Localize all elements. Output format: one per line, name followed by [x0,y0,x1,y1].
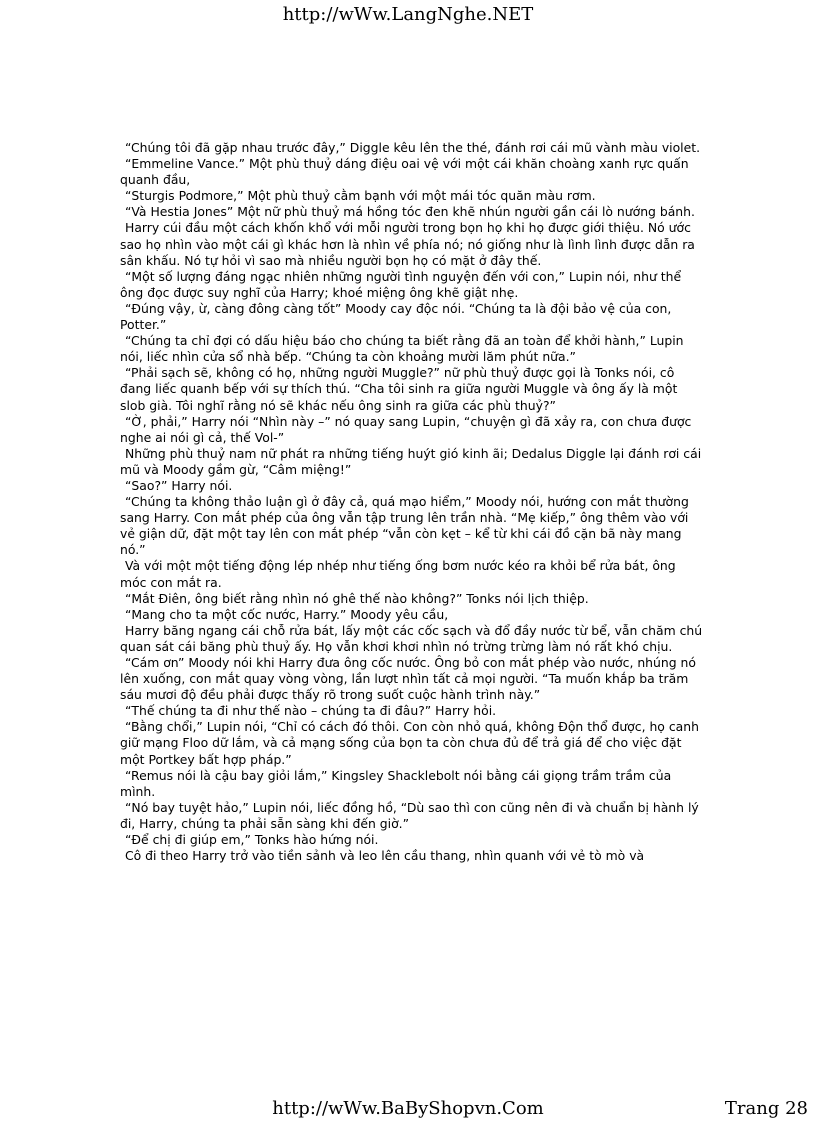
paragraph: “Thế chúng ta đi như thế nào – chúng ta đi đâu?” Harry hỏi. [125,703,497,719]
paragraph: “Emmeline Vance.” Một phù thuỷ dáng điệu oai vệ với một cái khăn choàng xanh rực quấn quanh đầu, [120,156,689,188]
paragraph: “Chúng ta không thảo luận gì ở đây cả, quá mạo hiểm,” Moody nói, hướng con mắt thường sang Harry. Con mắt phép của ông vẫn tập trung lên trần nhà. “Mẹ kiếp,” ông thêm vào với vẻ giận dữ, đặt một tay lên con mắt phép “vẫn còn kẹt – kể từ khi cái đồ cặn bã này mang nó.” [120,494,689,558]
paragraph: “Cám ơn” Moody nói khi Harry đưa ông cốc nước. Ông bỏ con mắt phép vào nước, nhúng nó lên xuống, con mắt quay vòng vòng, lần lượt nhìn tất cả mọi người. “Ta muốn khắp ba trăm sáu mươi độ đều phải được thấy rõ trong suốt cuộc hành trình này.” [120,655,696,703]
paragraph: Và với một một tiếng động lép nhép như tiếng ống bơm nước kéo ra khỏi bể rửa bát, ông móc con mắt ra. [120,558,676,590]
paragraph: “Và Hestia Jones” Một nữ phù thuỷ má hồng tóc đen khẽ nhún người gần cái lò nướng bánh. [125,204,695,220]
paragraph: “Mắt Điên, ông biết rằng nhìn nó ghê thế nào không?” Tonks nói lịch thiệp. [125,590,589,606]
paragraph: Harry cúi đầu một cách khốn khổ với mỗi người trong bọn họ khi họ được giới thiệu. Nó ước sao họ nhìn vào một cái gì khác hơn là nhìn về phía nó; nó giống như là lình lình được dẫn ra sân khấu. Nó tự hỏi vì sao mà nhiều người bọn họ có mặt ở đây thế. [120,220,695,268]
page-number: Trang 28 [724,1098,808,1119]
paragraph: “Remus nói là cậu bay giỏi lắm,” Kingsley Shacklebolt nói bằng cái giọng trầm trầm của mình. [120,767,672,799]
paragraph: “Chúng tôi đã gặp nhau trước đây,” Diggle kêu lên the thé, đánh rơi cái mũ vành màu violet. [125,140,701,155]
paragraph: “Mang cho ta một cốc nước, Harry.” Moody yêu cầu, [125,606,449,622]
paragraph: “Phải sạch sẽ, không có họ, những người Muggle?” nữ phù thuỷ được gọi là Tonks nói, cô đang liếc quanh bếp với sự thích thú. “Cha tôi sinh ra giữa người Muggle và ông ấy là một slob già. Tôi nghĩ rằng nó sẽ khác nếu ông sinh ra giữa các phù thuỷ?” [120,365,678,413]
header-url[interactable]: http://wWw.LangNghe.NET [282,4,534,25]
paragraph: “Sao?” Harry nói. [125,477,233,493]
footer-url[interactable]: http://wWw.BaByShopvn.Com [272,1098,544,1119]
page-body-text [120,140,706,864]
paragraph: “Chúng ta chỉ đợi có dấu hiệu báo cho chúng ta biết rằng đã an toàn để khởi hành,” Lupin nói, liếc nhìn cửa sổ nhà bếp. “Chúng ta còn khoảng mười lăm phút nữa.” [120,333,684,365]
paragraph: “Nó bay tuyệt hảo,” Lupin nói, liếc đồng hồ, “Dù sao thì con cũng nên đi và chuẩn bị hành lý đi, Harry, chúng ta phải sẵn sàng khi đến giờ.” [120,799,699,831]
paragraph: “Ờ, phải,” Harry nói “Nhìn này –” nó quay sang Lupin, “chuyện gì đã xảy ra, con chưa được nghe ai nói gì cả, thế Vol-” [120,413,692,445]
paragraph: Harry băng ngang cái chỗ rửa bát, lấy một các cốc sạch và đổ đầy nước từ bể, vẫn chăm chú quan sát cái băng phù thuỷ ấy. Họ vẫn khơi khơi nhìn nó trừng trừng làm nó rất khó chịu. [120,622,703,654]
paragraph: “Đúng vậy, ừ, càng đông càng tốt” Moody cay độc nói. “Chúng ta là đội bảo vệ của con, Potter.” [120,300,672,333]
paragraph: “Một số lượng đáng ngạc nhiên những người tình nguyện đến với con,” Lupin nói, như thể ông đọc được suy nghĩ của Harry; khoé miệng ông khẽ giật nhẹ. [120,268,682,300]
paragraph: Cô đi theo Harry trở vào tiền sảnh và leo lên cầu thang, nhìn quanh với vẻ tò mò và [125,848,645,864]
paragraph: “Sturgis Podmore,” Một phù thuỷ cằm bạnh với một mái tóc quăn màu rơm. [125,188,596,204]
paragraph: “Bằng chổi,” Lupin nói, “Chỉ có cách đó thôi. Con còn nhỏ quá, không Độn thổ được, họ canh giữ mạng Floo dữ lắm, và cả mạng sống của bọn ta còn chưa đủ để trả giá để cho việc đặt một Portkey bất hợp pháp.” [120,719,699,767]
paragraph: “Để chị đi giúp em,” Tonks hào hứng nói. [125,832,379,848]
paragraph: Những phù thuỷ nam nữ phát ra những tiếng huýt gió kinh ãi; Dedalus Diggle lại đánh rơi cái mũ và Moody gầm gừ, “Câm miệng!” [120,445,702,477]
